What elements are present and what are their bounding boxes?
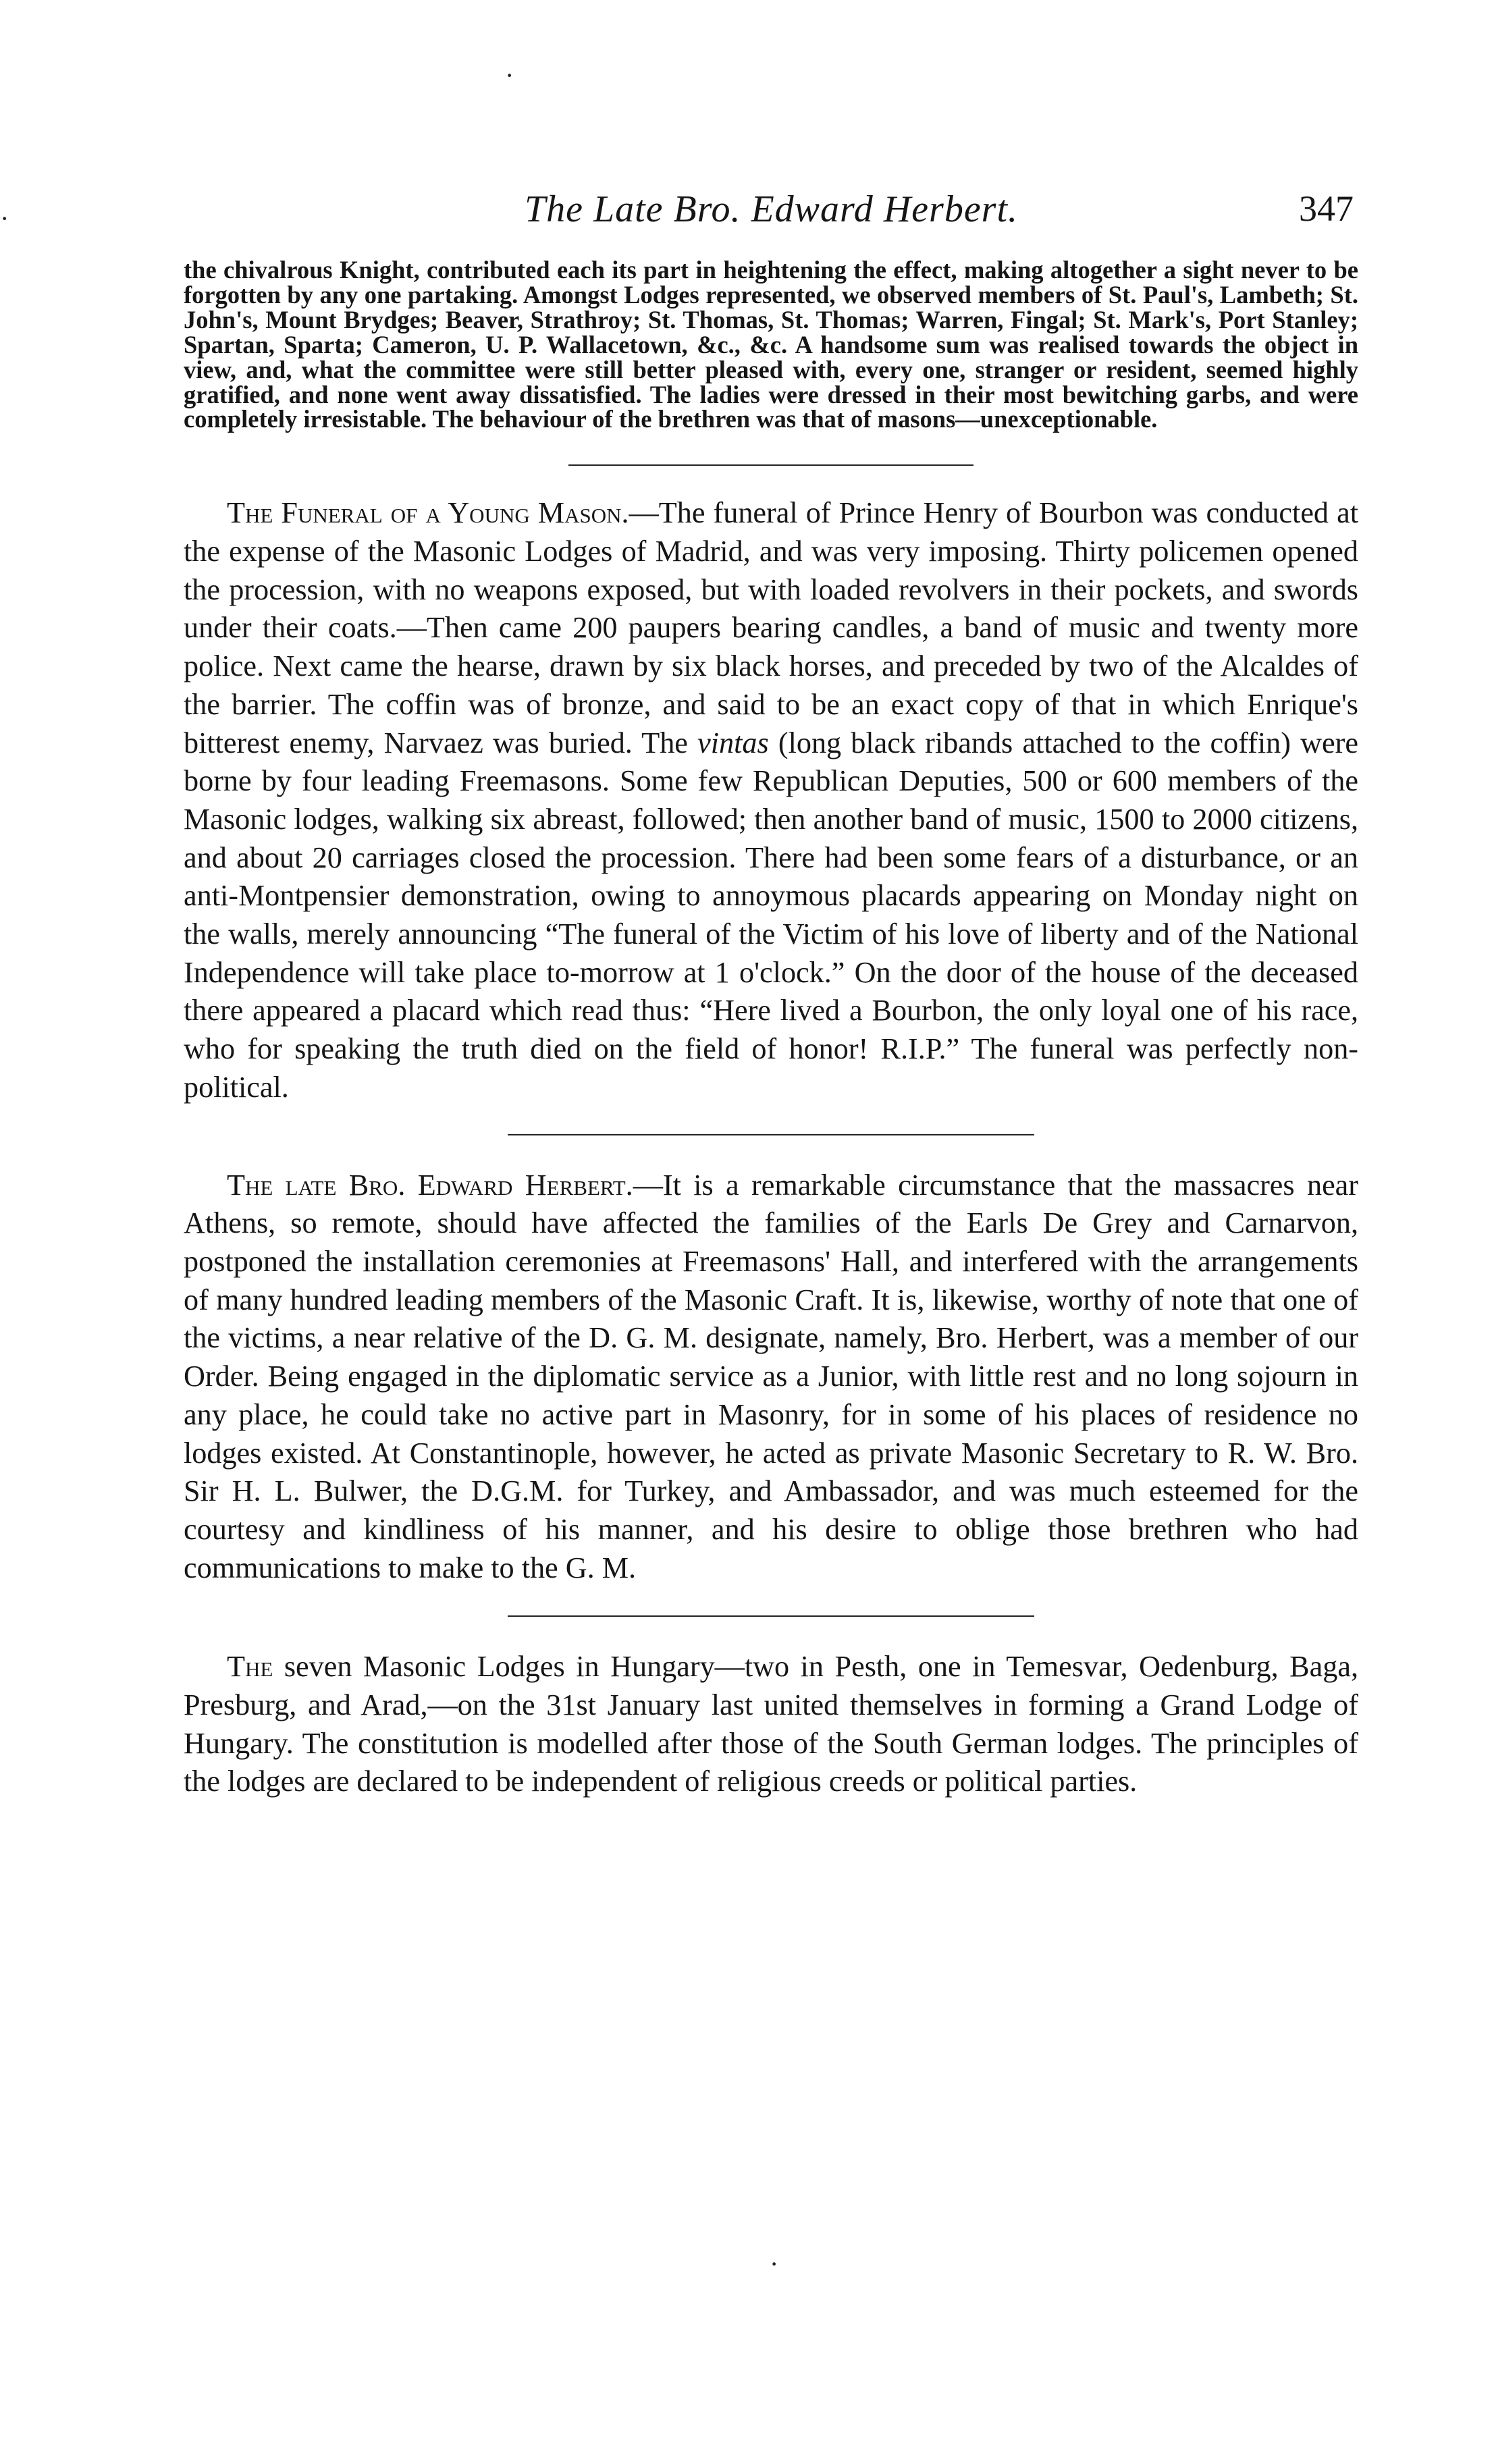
article-body: —The funeral of Prince Henry of Bourbon was conducted at the expense of the Masonic Lodges of Madrid, and was very imposing. Thirty policemen opened the procession, with no weapons exposed, but with loaded revolvers in their pockets, and swords under their coats.—Then came 200 paupers bearing candles, a band of music and twenty more police. Next came the hearse, drawn by six black horses, and preceded by two of the Alcaldes of the barrier. The coffin was of bronze, and said to be an exact copy of that in which Enrique's bitterest enemy, Narvaez was buried. The [184, 496, 1358, 759]
article-heading: The Funeral of a Young Mason. [227, 496, 629, 530]
article-emphasis: vintas [697, 726, 769, 759]
running-title: The Late Bro. Edward Herbert. [524, 188, 1019, 230]
article-heading: The late Bro. Edward Herbert. [227, 1168, 633, 1202]
section-divider [568, 464, 973, 466]
section-divider [508, 1134, 1034, 1135]
section-divider [508, 1615, 1034, 1617]
article-body-continued: (long black ribands attached to the coffin) were borne by four leading Freemasons. Some few Republican Deputies, 500 or 600 members of the Masonic lodges, walking six abreast, followed; then another band of music, 1500 to 2000 citizens, and about 20 carriages closed the procession. There had been some fears of a disturbance, or an anti-Montpensier demonstration, owing to annoymous placards appearing on Monday night on the walls, merely announcing “The funeral of the Victim of his love of liberty and of the National Independence will take place to-morrow at 1 o'clock.” On the door of the house of the deceased there appeared a placard which read thus: “Here lived a Bourbon, the only loyal one of his race, who for speaking the truth died on the field of honor! R.I.P.” The funeral was perfectly non-political. [184, 726, 1358, 1104]
article-heading: The [227, 1650, 273, 1684]
page-content [184, 258, 1358, 1801]
page-number: 347 [1299, 188, 1354, 229]
scan-speck: · [0, 203, 9, 234]
article-body: seven Masonic Lodges in Hungary—two in Pesth, one in Temesvar, Oedenburg, Baga, Presburg, and Arad,—on the 31st January last united themselves in forming a Grand Lodge of Hungary. The constitution is modelled after those of the South German lodges. The principles of the lodges are declared to be independent of religious creeds or political parties. [184, 1650, 1358, 1798]
page-header [189, 188, 1354, 242]
continuation-paragraph: the chivalrous Knight, contributed each its part in heightening the effect, making altogether a sight never to be forgotten by any one partaking. Amongst Lodges represented, we observed members of St. Paul's, Lambeth; St. John's, Mount Brydges; Beaver, Strathroy; St. Thomas, St. Thomas; Warren, Fingal; St. Mark's, Port Stanley; Spartan, Sparta; Cameron, U. P. Wallacetown, &c., &c. A handsome sum was realised towards the object in view, and, what the committee were still better pleased with, every one, stranger or resident, seemed highly gratified, and none went away dissatisfied. The ladies were dressed in their most bewitching garbs, and were completely irresistable. The behaviour of the brethren was that of masons—unexceptionable. [184, 256, 1358, 433]
article-hungary [184, 1648, 1358, 1801]
scan-speck: · [770, 2249, 779, 2279]
scan-speck: · [505, 60, 514, 90]
article-body: —It is a remarkable circumstance that the massacres near Athens, so remote, should have affected the families of the Earls De Grey and Carnarvon, postponed the installation ceremonies at Freemasons' Hall, and interfered with the arrangements of many hundred leading members of the Masonic Craft. It is, likewise, worthy of note that one of the victims, a near relative of the D. G. M. designate, namely, Bro. Herbert, was a member of our Order. Being engaged in the diplomatic service as a Junior, with little rest and no long sojourn in any place, he could take no active part in Masonry, for in some of his places of residence no lodges existed. At Constantinople, however, he acted as private Masonic Secretary to R. W. Bro. Sir H. L. Bulwer, the D.G.M. for Turkey, and Ambassador, and was much esteemed for the courtesy and kindliness of his manner, and his desire to oblige those brethren who had communications to make to the G. M. [184, 1168, 1359, 1584]
article-herbert [184, 1167, 1358, 1588]
article-funeral [184, 494, 1358, 1106]
